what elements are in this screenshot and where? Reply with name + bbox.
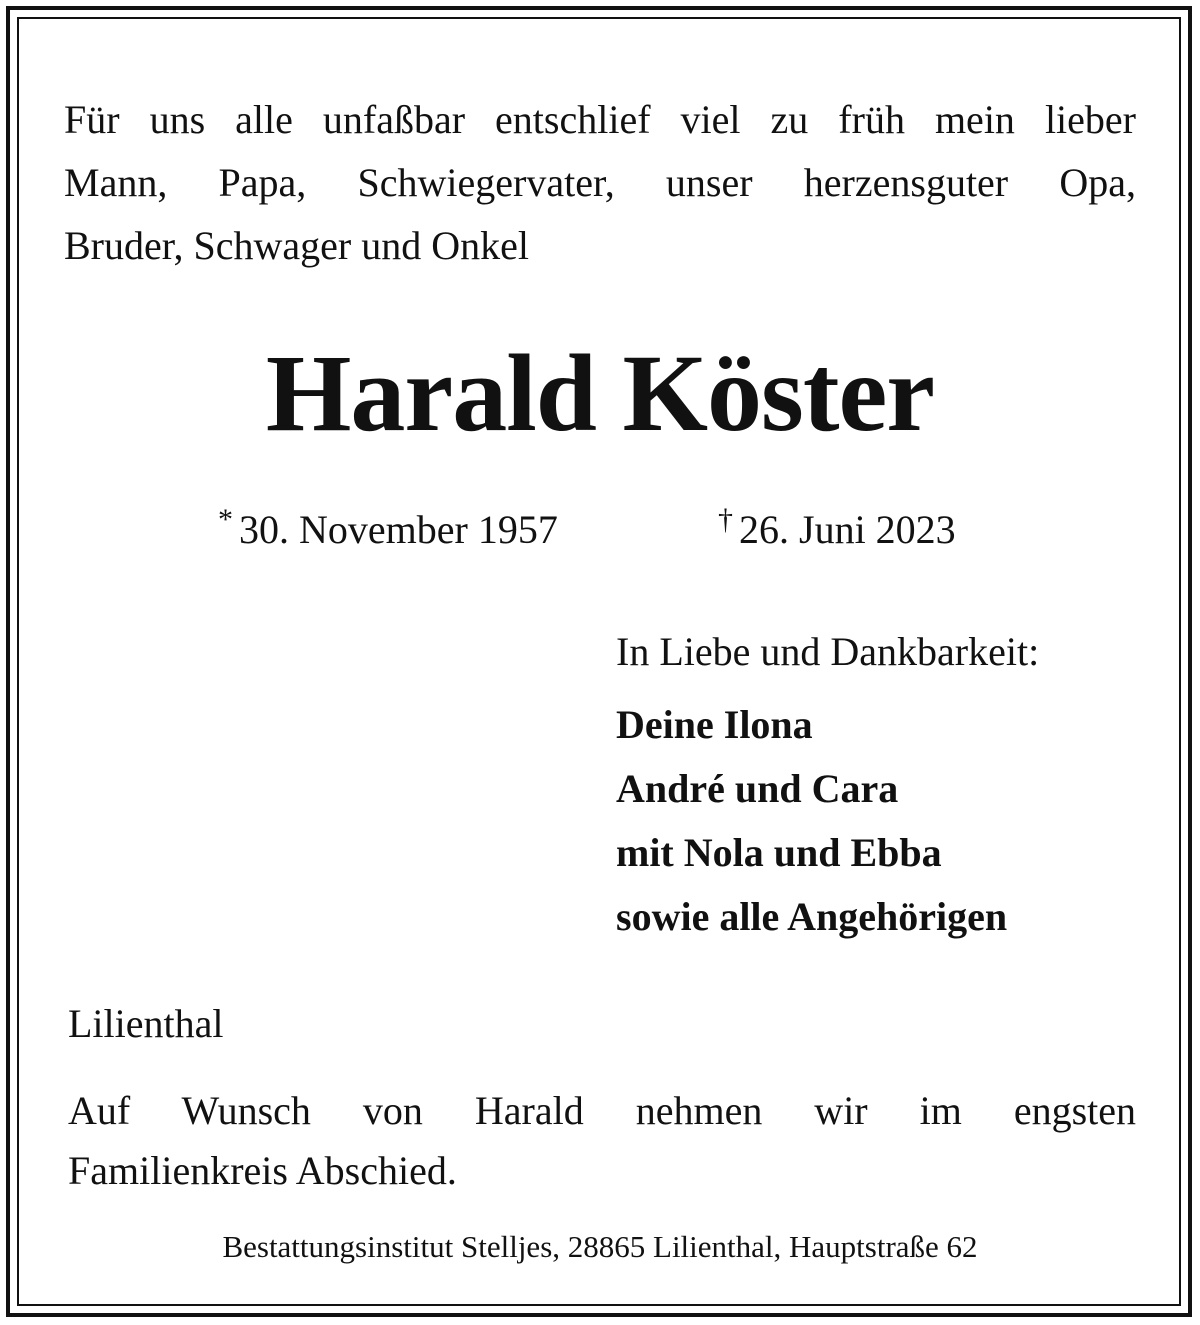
death-date-block xyxy=(718,490,956,560)
signer-item: André und Cara xyxy=(616,766,899,811)
intro-line-2: Mann, Papa, Schwiegervater, unser herzensguter Opa, xyxy=(64,160,1136,205)
intro-line-3: Bruder, Schwager und Onkel xyxy=(64,223,529,268)
intro-text xyxy=(64,88,1136,277)
birth-date: 30. November 1957 xyxy=(239,507,558,552)
funeral-home-footer: Bestattungsinstitut Stelljes, 28865 Lilienthal, Hauptstraße 62 xyxy=(222,1229,978,1264)
place-name: Lilienthal xyxy=(68,1001,224,1046)
wish-line-1: Auf Wunsch von Harald nehmen wir im engsten xyxy=(68,1088,1136,1133)
signers-list xyxy=(616,693,1007,949)
intro-line-1: Für uns alle unfaßbar entschlief viel zu früh mein lieber xyxy=(64,97,1136,142)
signer-item: Deine Ilona xyxy=(616,702,813,747)
deceased-name: Harald Köster xyxy=(265,332,935,454)
wish-line-2: Familienkreis Abschied. xyxy=(68,1148,457,1193)
signer-item: mit Nola und Ebba xyxy=(616,830,942,875)
thanks-heading: In Liebe und Dankbarkeit: xyxy=(616,629,1040,674)
signer-item: sowie alle Angehörigen xyxy=(616,894,1008,939)
birth-date-block xyxy=(218,490,558,560)
death-date: 26. Juni 2023 xyxy=(739,507,956,552)
wish-text xyxy=(68,1081,1136,1201)
birth-star-icon: * xyxy=(218,503,233,536)
death-dagger-icon: † xyxy=(718,503,733,536)
